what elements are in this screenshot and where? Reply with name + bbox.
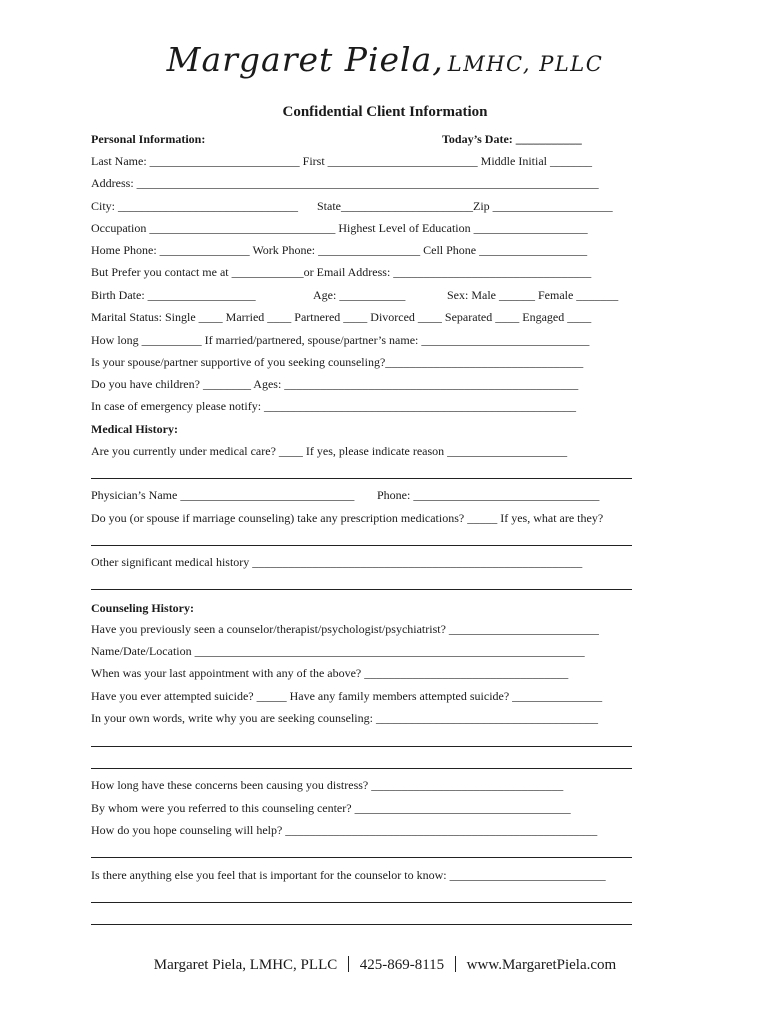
phone-field[interactable]: Home Phone: _______________ Work Phone: _________________ Cell Phone __________________ — [91, 243, 588, 257]
answer-line[interactable] — [91, 589, 632, 590]
name-date-location-field[interactable]: Name/Date/Location _________________________________________________________________ — [91, 644, 585, 658]
age-field[interactable]: Age: ___________ — [313, 288, 406, 302]
answer-line[interactable] — [91, 857, 632, 858]
counseling-reason-field[interactable]: In your own words, write why you are seeking counseling: _____________________________________ — [91, 711, 598, 725]
distress-duration-field[interactable]: How long have these concerns been causing you distress? ________________________________ — [91, 778, 564, 792]
logo — [0, 40, 770, 79]
footer-divider — [455, 956, 456, 972]
medications-field[interactable]: Do you (or spouse if marriage counseling) take any prescription medications? _____ If yes, what are they? — [91, 511, 604, 525]
answer-line[interactable] — [91, 902, 632, 903]
contact-preference-field[interactable]: But Prefer you contact me at ____________or Email Address: _________________________________ — [91, 265, 592, 279]
counseling-history-heading: Counseling History: — [91, 601, 195, 615]
state-zip-field[interactable]: State______________________Zip ____________________ — [317, 199, 613, 213]
footer-name: Margaret Piela, LMHC, PLLC — [153, 957, 338, 973]
name-field[interactable]: Last Name: _________________________ First _________________________ Middle Initial _______ — [91, 154, 592, 168]
answer-line[interactable] — [91, 924, 632, 925]
physician-phone-field[interactable]: Phone: _______________________________ — [377, 488, 600, 502]
footer — [0, 956, 770, 974]
personal-info-heading: Personal Information: — [91, 132, 206, 146]
document-title: Confidential Client Information — [282, 104, 488, 120]
medical-care-field[interactable]: Are you currently under medical care? ____ If yes, please indicate reason ____________________ — [91, 444, 568, 458]
physician-name-field[interactable]: Physician’s Name _____________________________ — [91, 488, 355, 502]
todays-date-field[interactable]: Today’s Date: ___________ — [442, 132, 582, 146]
sex-field[interactable]: Sex: Male ______ Female _______ — [447, 288, 619, 302]
logo-credentials: LMHC, PLLC — [447, 52, 604, 76]
footer-phone: 425-869-8115 — [359, 957, 445, 973]
city-state-zip-row — [91, 198, 641, 214]
spouse-name-field[interactable]: How long __________ If married/partnered, spouse/partner’s name: ____________________________ — [91, 333, 590, 347]
physician-row — [91, 487, 641, 503]
logo-name: Margaret Piela, — [166, 40, 444, 79]
spouse-support-field[interactable]: Is your spouse/partner supportive of you seeking counseling?_________________________________ — [91, 355, 584, 369]
footer-website[interactable]: www.MargaretPiela.com — [466, 957, 617, 973]
previous-counselor-field[interactable]: Have you previously seen a counselor/therapist/psychologist/psychiatrist? _________________________ — [91, 622, 599, 636]
footer-divider — [348, 956, 349, 972]
other-medical-history-field[interactable]: Other significant medical history _______________________________________________________ — [91, 555, 583, 569]
additional-info-field[interactable]: Is there anything else you feel that is important for the counselor to know: __________________________ — [91, 868, 606, 882]
medical-history-heading: Medical History: — [91, 422, 178, 436]
occupation-field[interactable]: Occupation _______________________________ Highest Level of Education ___________________ — [91, 221, 588, 235]
answer-line[interactable] — [91, 746, 632, 747]
address-field[interactable]: Address: _____________________________________________________________________________ — [91, 176, 599, 190]
counseling-hope-field[interactable]: How do you hope counseling will help? ____________________________________________________ — [91, 823, 598, 837]
birth-age-sex-row — [91, 287, 641, 303]
referral-field[interactable]: By whom were you referred to this counseling center? ____________________________________ — [91, 801, 571, 815]
marital-status-field[interactable]: Marital Status: Single ____ Married ____ Partnered ____ Divorced ____ Separated ____ Engaged ____ — [91, 310, 592, 324]
suicide-attempt-field[interactable]: Have you ever attempted suicide? _____ Have any family members attempted suicide? _______________ — [91, 689, 603, 703]
answer-line[interactable] — [91, 478, 632, 479]
city-field[interactable]: City: ______________________________ — [91, 199, 299, 213]
answer-line[interactable] — [91, 545, 632, 546]
birth-date-field[interactable]: Birth Date: __________________ — [91, 288, 256, 302]
emergency-contact-field[interactable]: In case of emergency please notify: ____________________________________________________ — [91, 399, 577, 413]
last-appointment-field[interactable]: When was your last appointment with any of the above? __________________________________ — [91, 666, 569, 680]
children-field[interactable]: Do you have children? ________ Ages: _________________________________________________ — [91, 377, 579, 391]
answer-line[interactable] — [91, 768, 632, 769]
personal-info-row — [91, 131, 641, 147]
